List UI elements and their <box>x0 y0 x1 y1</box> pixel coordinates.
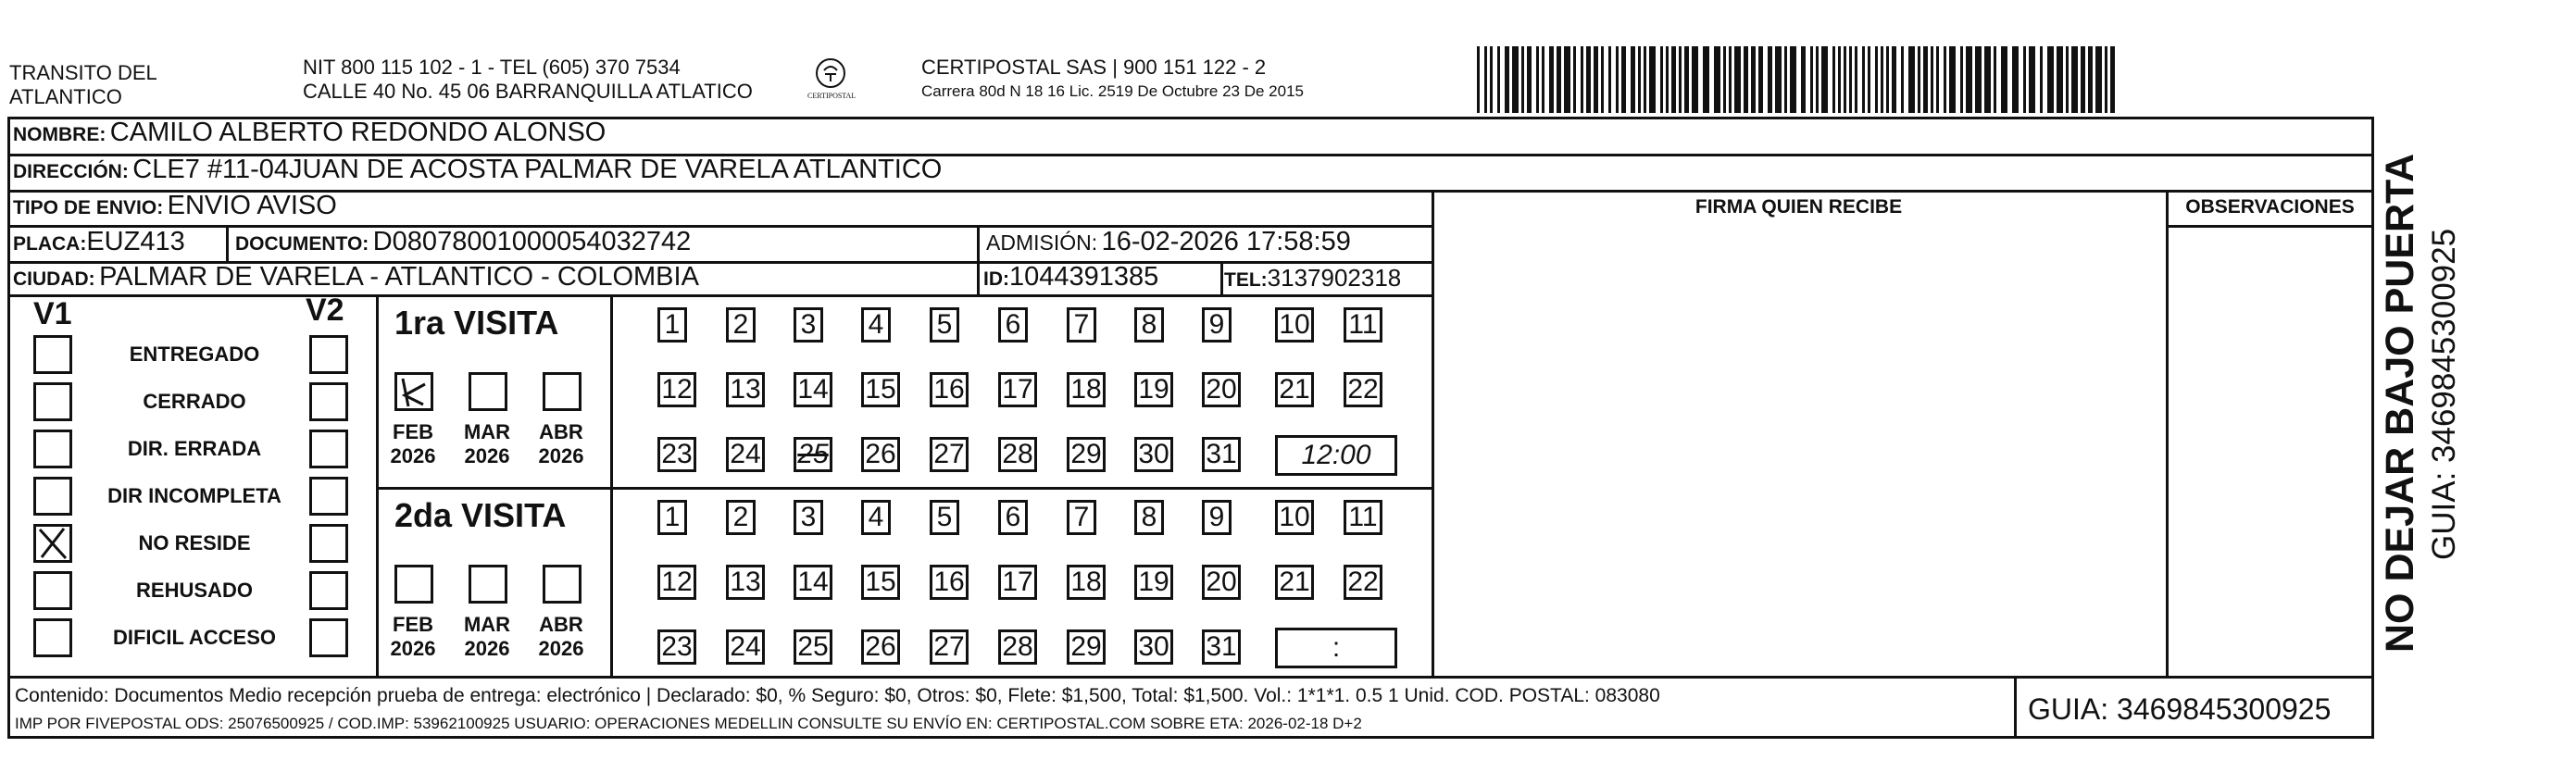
barcode-bar <box>1671 46 1676 113</box>
nombre-value: CAMILO ALBERTO REDONDO ALONSO <box>109 118 606 147</box>
firma-header: FIRMA QUIEN RECIBE <box>1694 196 1903 218</box>
barcode-bar <box>1744 46 1748 113</box>
barcode-bar <box>1490 46 1493 113</box>
day-box[interactable]: 30 <box>1134 437 1173 472</box>
barcode-bar <box>1621 46 1626 113</box>
direccion-row <box>13 155 942 185</box>
barcode-bar <box>1714 46 1720 113</box>
id-label: ID: <box>983 268 1009 290</box>
barcode-bar <box>1838 46 1841 113</box>
barcode-bar <box>2071 46 2078 113</box>
time-box[interactable]: 12:00 <box>1275 435 1397 476</box>
month-label: MAR 2026 <box>463 613 511 660</box>
day-box[interactable]: 4 <box>861 307 891 343</box>
day-box[interactable]: 22 <box>1344 372 1382 407</box>
day-box[interactable]: 31 <box>1202 437 1241 472</box>
day-box[interactable]: 7 <box>1067 307 1096 343</box>
barcode-bar <box>2029 46 2035 113</box>
barcode-bar <box>2047 46 2054 113</box>
sender-name-line2: ATLANTICO <box>9 85 122 108</box>
month-checkbox[interactable] <box>469 565 507 604</box>
status-label: DIR INCOMPLETA <box>107 484 281 507</box>
day-box[interactable]: 26 <box>861 629 900 665</box>
barcode-bar <box>1729 46 1732 113</box>
v2-checkbox[interactable] <box>309 477 348 516</box>
side-guia: GUIA: 3469845300925 <box>2426 228 2462 560</box>
month-checkbox[interactable] <box>543 565 581 604</box>
month-label: ABR 2026 <box>538 613 584 660</box>
barcode-bar <box>1644 46 1646 113</box>
day-box[interactable]: 23 <box>657 629 696 665</box>
v2-header: V2 <box>306 293 344 328</box>
v1-header: V1 <box>33 296 72 331</box>
day-box[interactable]: 21 <box>1275 565 1314 600</box>
day-box[interactable]: 15 <box>861 565 900 600</box>
v1-checkbox[interactable] <box>33 335 72 374</box>
barcode-bar <box>1790 46 1796 113</box>
day-box[interactable]: 6 <box>998 307 1028 343</box>
barcode-bar <box>1723 46 1726 113</box>
barcode-bar <box>1734 46 1741 113</box>
barcode-bar <box>1855 46 1857 113</box>
day-box[interactable]: 9 <box>1202 307 1232 343</box>
documento-label: DOCUMENTO: <box>235 233 369 255</box>
contact-line2: CALLE 40 No. 45 06 BARRANQUILLA ATLATICO <box>303 80 753 103</box>
placa-label: PLACA: <box>13 233 87 255</box>
barcode-bar <box>1768 46 1772 113</box>
barcode-bar <box>2040 46 2043 113</box>
v1-checkbox[interactable] <box>33 430 72 468</box>
footer-imp: IMP POR FIVEPOSTAL ODS: 25076500925 / COD.IMP: 53962100925 USUARIO: OPERACIONES MEDELLIN CONSULTE SU ENVÍO EN: CERTIPOSTAL.COM SOBRE ETA: 2026-02-18 D+2 <box>15 715 1362 732</box>
barcode-bar <box>2095 46 2102 113</box>
day-box[interactable]: 27 <box>930 629 969 665</box>
barcode-bar <box>2066 46 2069 113</box>
ciudad-label: CIUDAD: <box>13 268 95 290</box>
barcode-bar <box>1666 46 1669 113</box>
barcode-bar <box>2057 46 2063 113</box>
barcode-bar <box>1994 46 1996 113</box>
ciudad-value: PALMAR DE VARELA - ATLANTICO - COLOMBIA <box>99 262 699 292</box>
barcode-bar <box>1512 46 1519 113</box>
day-box[interactable]: 2 <box>726 307 756 343</box>
barcode-bar <box>1975 46 1982 113</box>
id-value: 1044391385 <box>1009 262 1159 292</box>
barcode-bar <box>1923 46 1928 113</box>
barcode-bar <box>1984 46 1991 113</box>
barcode-bar <box>2001 46 2007 113</box>
day-box[interactable]: 17 <box>998 565 1037 600</box>
barcode-bar <box>1616 46 1619 113</box>
barcode-bar <box>2012 46 2019 113</box>
day-box[interactable]: 15 <box>861 372 900 407</box>
barcode-bar <box>1832 46 1835 113</box>
month-label: FEB 2026 <box>390 613 436 660</box>
day-box[interactable]: 19 <box>1134 372 1173 407</box>
barcode-bar <box>1849 46 1852 113</box>
day-box[interactable]: 21 <box>1275 372 1314 407</box>
time-box[interactable]: : <box>1275 628 1397 668</box>
documento-value: D08078001000054032742 <box>372 227 692 256</box>
ciudad-field <box>13 262 699 293</box>
month-label: FEB 2026 <box>390 420 436 467</box>
barcode-bar <box>2110 46 2115 113</box>
day-box[interactable]: 25 <box>794 629 832 665</box>
v2-checkbox[interactable] <box>309 430 348 468</box>
day-box[interactable]: 24 <box>726 629 765 665</box>
barcode-bar <box>1564 46 1570 113</box>
day-box[interactable]: 3 <box>794 307 823 343</box>
day-box[interactable]: 19 <box>1134 565 1173 600</box>
visit-title: 2da VISITA <box>394 496 567 534</box>
id-field <box>983 262 1158 293</box>
v2-checkbox[interactable] <box>309 335 348 374</box>
barcode-bar <box>1868 46 1870 113</box>
contact-line1: NIT 800 115 102 - 1 - TEL (605) 370 7534 <box>303 56 681 79</box>
barcode-bar <box>1810 46 1813 113</box>
month-checkbox[interactable] <box>394 565 433 604</box>
barcode-bar <box>1949 46 1956 113</box>
v1-checkbox[interactable] <box>33 571 72 610</box>
month-checkbox[interactable] <box>543 372 581 411</box>
day-box[interactable]: 8 <box>1134 500 1164 535</box>
tel-label: TEL: <box>1224 269 1268 291</box>
barcode-bar <box>1816 46 1819 113</box>
day-box[interactable]: 29 <box>1067 437 1106 472</box>
barcode-bar <box>1631 46 1635 113</box>
barcode-bar <box>1557 46 1561 113</box>
nombre-row <box>13 118 606 148</box>
v1-checkbox[interactable] <box>33 618 72 657</box>
barcode-bar <box>1649 46 1656 113</box>
barcode <box>1477 46 2116 113</box>
day-box[interactable]: 12 <box>657 565 696 600</box>
day-box[interactable]: 7 <box>1067 500 1096 535</box>
day-box[interactable]: 5 <box>930 500 959 535</box>
company-line1: CERTIPOSTAL SAS | 900 151 122 - 2 <box>921 56 1267 79</box>
barcode-bar <box>1918 46 1920 113</box>
day-box[interactable]: 18 <box>1067 565 1106 600</box>
month-checkbox[interactable] <box>394 372 433 411</box>
nombre-label: NOMBRE: <box>13 124 106 145</box>
status-label: CERRADO <box>143 390 246 413</box>
day-box[interactable]: 8 <box>1134 307 1164 343</box>
day-box[interactable]: 3 <box>794 500 823 535</box>
barcode-bar <box>1484 46 1487 113</box>
status-label: REHUSADO <box>136 579 253 602</box>
barcode-bar <box>1692 46 1698 113</box>
admision-field <box>986 227 1351 257</box>
documento-field <box>235 227 691 257</box>
barcode-bar <box>1679 46 1682 113</box>
barcode-bar <box>1601 46 1604 113</box>
barcode-bar <box>1821 46 1828 113</box>
day-box[interactable]: 30 <box>1134 629 1173 665</box>
barcode-bar <box>1527 46 1532 113</box>
day-box[interactable]: 10 <box>1275 307 1314 343</box>
month-label: ABR 2026 <box>538 420 584 467</box>
company-line2: Carrera 80d N 18 16 Lic. 2519 De Octubre 23 De 2015 <box>921 82 1304 100</box>
day-box[interactable]: 13 <box>726 565 765 600</box>
day-box[interactable]: 22 <box>1344 565 1382 600</box>
barcode-bar <box>1844 46 1846 113</box>
observaciones-header: OBSERVACIONES <box>2185 196 2355 218</box>
barcode-bar <box>1784 46 1787 113</box>
day-box[interactable]: 31 <box>1202 629 1241 665</box>
barcode-bar <box>2105 46 2107 113</box>
v2-checkbox[interactable] <box>309 382 348 421</box>
barcode-bar <box>1581 46 1583 113</box>
status-label: NO RESIDE <box>138 531 251 554</box>
admision-value: 16-02-2026 17:58:59 <box>1101 227 1351 256</box>
status-label: ENTREGADO <box>129 343 260 366</box>
v1-checkbox[interactable] <box>33 524 72 563</box>
day-box[interactable]: 13 <box>726 372 765 407</box>
day-box[interactable]: 20 <box>1202 565 1241 600</box>
x-mark-icon <box>36 527 69 560</box>
certipostal-logo <box>807 57 857 100</box>
barcode-bar <box>2088 46 2093 113</box>
footer-contenido: Contenido: Documentos Medio recepción prueba de entrega: electrónico | Declarado: $0, % Seguro: $0, Otros: $0, Flete: $1,500, Total: $1,500. Vol.: 1*1*1. 0.5 1 Unid. COD. POSTAL: 083080 <box>15 685 1660 706</box>
barcode-bar <box>1638 46 1641 113</box>
day-box[interactable]: 23 <box>657 437 696 472</box>
visit-title: 1ra VISITA <box>394 304 559 342</box>
barcode-bar <box>1901 46 1904 113</box>
barcode-bar <box>1549 46 1554 113</box>
day-box[interactable]: 6 <box>998 500 1028 535</box>
day-box[interactable]: 29 <box>1067 629 1106 665</box>
day-box[interactable]: 4 <box>861 500 891 535</box>
barcode-bar <box>1966 46 1972 113</box>
day-box[interactable]: 14 <box>794 565 832 600</box>
day-box[interactable]: 2 <box>726 500 756 535</box>
day-box[interactable]: 20 <box>1202 372 1241 407</box>
v1-checkbox[interactable] <box>33 477 72 516</box>
direccion-label: DIRECCIÓN: <box>13 161 129 182</box>
day-box[interactable]: 10 <box>1275 500 1314 535</box>
day-box[interactable]: 1 <box>657 500 687 535</box>
barcode-bar <box>2081 46 2085 113</box>
day-box[interactable]: 17 <box>998 372 1037 407</box>
barcode-bar <box>1801 46 1806 113</box>
barcode-bar <box>1608 46 1611 113</box>
logo-icon <box>815 57 846 89</box>
sender-name-line1: TRANSITO DEL <box>9 61 157 84</box>
direccion-value: CLE7 #11-04JUAN DE ACOSTA PALMAR DE VARELA ATLANTICO <box>132 155 943 184</box>
day-box[interactable]: 16 <box>930 565 969 600</box>
barcode-bar <box>1542 46 1544 113</box>
day-box[interactable]: 11 <box>1344 307 1382 343</box>
barcode-bar <box>1505 46 1509 113</box>
barcode-bar <box>1892 46 1896 113</box>
x-mark-icon <box>397 375 431 408</box>
admision-label: ADMISIÓN: <box>986 230 1098 255</box>
barcode-bar <box>1684 46 1689 113</box>
month-checkbox[interactable] <box>469 372 507 411</box>
day-box[interactable]: 27 <box>930 437 969 472</box>
day-box[interactable]: 28 <box>998 629 1037 665</box>
day-box[interactable]: 26 <box>861 437 900 472</box>
barcode-bar <box>1936 46 1939 113</box>
day-box[interactable]: 28 <box>998 437 1037 472</box>
barcode-bar <box>1573 46 1576 113</box>
placa-value: EUZ413 <box>86 227 185 256</box>
tipo-envio-label: TIPO DE ENVIO: <box>13 197 164 218</box>
day-box[interactable]: 1 <box>657 307 687 343</box>
side-warning: NO DEJAR BAJO PUERTA <box>2378 153 2422 653</box>
placa-field <box>13 227 185 257</box>
barcode-bar <box>1908 46 1915 113</box>
barcode-bar <box>2023 46 2026 113</box>
tipo-envio-row <box>13 191 337 221</box>
barcode-bar <box>1521 46 1524 113</box>
barcode-bar <box>1660 46 1663 113</box>
v2-checkbox[interactable] <box>309 524 348 563</box>
barcode-bar <box>1586 46 1591 113</box>
day-box[interactable]: 25 <box>794 437 832 472</box>
status-label: DIFICIL ACCESO <box>112 626 276 649</box>
logo-caption: CERTIPOSTAL <box>807 92 857 100</box>
day-box[interactable]: 11 <box>1344 500 1382 535</box>
day-box[interactable]: 12 <box>657 372 696 407</box>
barcode-bar <box>1497 46 1500 113</box>
tel-value: 3137902318 <box>1267 264 1402 292</box>
barcode-bar <box>1960 46 1963 113</box>
barcode-bar <box>1594 46 1598 113</box>
barcode-bar <box>1775 46 1782 113</box>
barcode-bar <box>1875 46 1878 113</box>
month-label: MAR 2026 <box>463 420 511 467</box>
v1-checkbox[interactable] <box>33 382 72 421</box>
barcode-bar <box>1703 46 1709 113</box>
day-box[interactable]: 18 <box>1067 372 1106 407</box>
v2-checkbox[interactable] <box>309 618 348 657</box>
barcode-bar <box>1536 46 1539 113</box>
barcode-bar <box>1758 46 1763 113</box>
barcode-bar <box>1751 46 1756 113</box>
barcode-bar <box>1886 46 1889 113</box>
barcode-bar <box>1862 46 1865 113</box>
tipo-envio-value: ENVIO AVISO <box>167 191 337 220</box>
company-info <box>921 56 1304 104</box>
day-box[interactable]: 24 <box>726 437 765 472</box>
tel-field <box>1224 264 1401 293</box>
v2-checkbox[interactable] <box>309 571 348 610</box>
status-label: DIR. ERRADA <box>127 437 262 460</box>
sender-name <box>9 61 157 109</box>
day-box[interactable]: 9 <box>1202 500 1232 535</box>
barcode-bar <box>1944 46 1946 113</box>
barcode-bar <box>1931 46 1933 113</box>
barcode-bar <box>1477 46 1480 113</box>
barcode-bar <box>1881 46 1883 113</box>
footer-guia: GUIA: 3469845300925 <box>2028 692 2332 726</box>
sender-contact <box>303 56 753 104</box>
day-box[interactable]: 16 <box>930 372 969 407</box>
day-box[interactable]: 5 <box>930 307 959 343</box>
day-box[interactable]: 14 <box>794 372 832 407</box>
